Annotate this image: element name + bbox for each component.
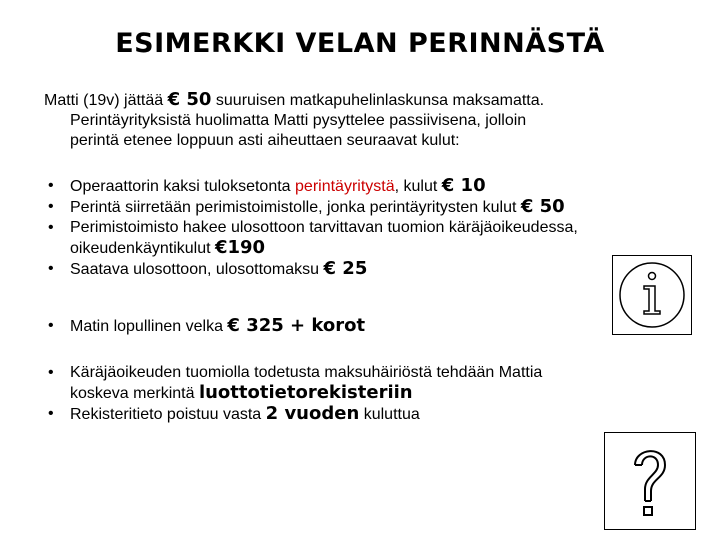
info-icon bbox=[612, 255, 692, 335]
list-item: • Saatava ulosottoon, ulosottomaksu € 25 bbox=[48, 258, 368, 279]
cost-amount: € 50 bbox=[520, 196, 565, 217]
bullet: • bbox=[48, 219, 54, 236]
cost-list bbox=[44, 176, 694, 280]
total-debt bbox=[44, 316, 694, 337]
total-amount: € 325 + korot bbox=[227, 315, 366, 336]
bullet: • bbox=[48, 405, 54, 422]
bullet: • bbox=[48, 260, 54, 277]
intro-line-3: perintä etenee loppuun asti aiheuttaen seuraavat kulut: bbox=[70, 132, 460, 149]
cost-amount: € 10 bbox=[441, 175, 486, 196]
consequence-list bbox=[44, 363, 694, 425]
highlight-text: perintäyritystä bbox=[295, 178, 395, 195]
list-item: • Perintä siirretään perimistoimistolle, jonka perintäyritysten kulut € 50 bbox=[48, 196, 565, 217]
bullet: • bbox=[48, 317, 54, 334]
list-item: • Matin lopullinen velka € 325 + korot bbox=[48, 315, 366, 336]
duration-emphasis: 2 vuoden bbox=[265, 403, 360, 424]
cost-amount: € 25 bbox=[323, 258, 368, 279]
list-item: • Rekisteritieto poistuu vasta 2 vuoden kuluttua bbox=[48, 403, 420, 424]
bullet: • bbox=[48, 364, 54, 381]
intro-paragraph bbox=[44, 90, 684, 151]
list-item: • Käräjäoikeuden tuomiolla todetusta maksuhäiriöstä tehdään Mattia koskeva merkintä luottotietorekisteriin bbox=[48, 364, 543, 403]
question-icon bbox=[604, 432, 696, 530]
page-title: ESIMERKKI VELAN PERINNÄSTÄ bbox=[115, 28, 605, 59]
registry-emphasis: luottotietorekisteriin bbox=[198, 382, 413, 403]
intro-line-2: Perintäyrityksistä huolimatta Matti pysyttelee passiivisena, jolloin bbox=[70, 112, 527, 129]
bullet: • bbox=[48, 198, 54, 215]
bullet: • bbox=[48, 177, 54, 194]
intro-amount: € 50 bbox=[167, 89, 212, 110]
intro-line-1: Matti (19v) jättää € 50 suuruisen matkapuhelinlaskunsa maksamatta. bbox=[44, 89, 545, 110]
list-item: • Perimistoimisto hakee ulosottoon tarvittavan tuomion käräjäoikeudessa, oikeudenkäyntikulut €190 bbox=[48, 219, 578, 258]
cost-amount: €190 bbox=[214, 237, 266, 258]
list-item: • Operaattorin kaksi tuloksetonta perintäyritystä, kulut € 10 bbox=[48, 175, 486, 196]
